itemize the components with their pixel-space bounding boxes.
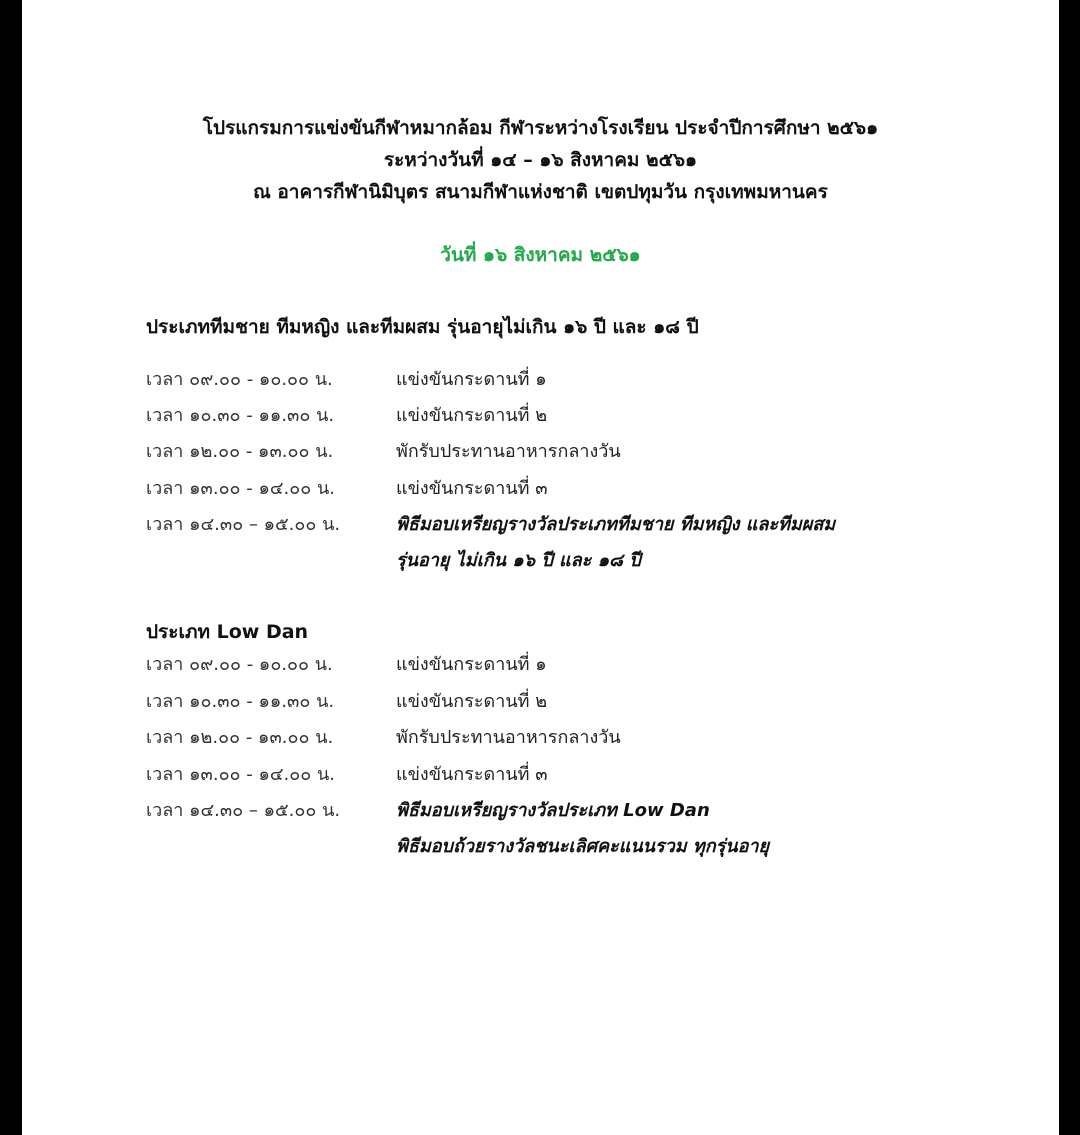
row-time: เวลา ๑๓.๐๐ - ๑๔.๐๐ น.: [146, 764, 335, 785]
row-time: เวลา ๐๙.๐๐ - ๑๐.๐๐ น.: [146, 369, 333, 390]
ceremony-line-2: รุ่นอายุ ไม่เกิน ๑๖ ปี และ ๑๘ ปี: [396, 550, 641, 571]
row-time: เวลา ๐๙.๐๐ - ๑๐.๐๐ น.: [146, 654, 333, 675]
section-title-team: ประเภททีมชาย ทีมหญิง และทีมผสม รุ่นอายุไม่เกิน ๑๖ ปี และ ๑๘ ปี: [146, 316, 699, 338]
row-description: แข่งขันกระดานที่ ๑: [396, 369, 547, 390]
row-time: เวลา ๑๔.๓๐ – ๑๕.๐๐ น.: [146, 800, 341, 821]
row-time: เวลา ๑๐.๓๐ - ๑๑.๓๐ น.: [146, 691, 335, 712]
header-title-line: โปรแกรมการแข่งขันกีฬาหมากล้อม กีฬาระหว่างโรงเรียน ประจำปีการศึกษา ๒๕๖๑: [202, 117, 879, 139]
section-title-low-dan: ประเภท Low Dan: [146, 621, 309, 643]
row-description: [396, 793, 769, 865]
row-description: แข่งขันกระดานที่ ๓: [396, 478, 548, 499]
document-page: [22, 0, 1059, 1135]
ceremony-line-1: พิธีมอบเหรียญรางวัลประเภท Low Dan: [396, 800, 710, 821]
row-description: แข่งขันกระดานที่ ๑: [396, 654, 547, 675]
document-header: [22, 112, 1059, 208]
ceremony-line-2: พิธีมอบถ้วยรางวัลชนะเลิศคะแนนรวม ทุกรุ่นอายุ: [396, 836, 770, 857]
header-date-line: ระหว่างวันที่ ๑๔ – ๑๖ สิงหาคม ๒๕๖๑: [383, 149, 698, 171]
ceremony-line-1: พิธีมอบเหรียญรางวัลประเภททีมชาย ทีมหญิง และทีมผสม: [396, 514, 836, 535]
row-description: แข่งขันกระดานที่ ๓: [396, 764, 548, 785]
row-time: เวลา ๑๐.๓๐ - ๑๑.๓๐ น.: [146, 405, 335, 426]
header-venue-line: ณ อาคารกีฬานิมิบุตร สนามกีฬาแห่งชาติ เขตปทุมวัน กรุงเทพมหานคร: [253, 181, 828, 203]
row-description: พักรับประทานอาหารกลางวัน: [396, 727, 621, 748]
row-description: แข่งขันกระดานที่ ๒: [396, 405, 548, 426]
row-description: [396, 507, 835, 579]
row-time: เวลา ๑๒.๐๐ - ๑๓.๐๐ น.: [146, 441, 334, 462]
row-description: พักรับประทานอาหารกลางวัน: [396, 441, 621, 462]
row-description: แข่งขันกระดานที่ ๒: [396, 691, 548, 712]
day-title: วันที่ ๑๖ สิงหาคม ๒๕๖๑: [440, 244, 641, 266]
row-time: เวลา ๑๓.๐๐ - ๑๔.๐๐ น.: [146, 478, 335, 499]
row-time: เวลา ๑๔.๓๐ – ๑๕.๐๐ น.: [146, 514, 341, 535]
row-time: เวลา ๑๒.๐๐ - ๑๓.๐๐ น.: [146, 727, 334, 748]
